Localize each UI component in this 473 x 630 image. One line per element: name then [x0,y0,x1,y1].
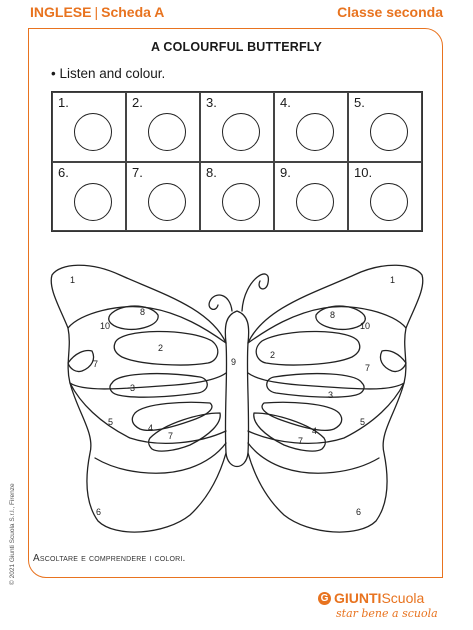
zone-label: 10 [100,321,111,331]
zone-label: 3 [130,383,136,393]
copyright-text: © 2021 Giunti Scuola S.r.l., Firenze [9,483,16,585]
grid-cell [200,92,274,162]
cell-number: 4. [280,95,291,110]
zone-label: 7 [298,436,304,446]
zone-label: 10 [360,321,371,331]
cell-number: 10. [354,164,373,180]
zone-label: 7 [365,363,371,373]
zone-label: 4 [148,423,154,433]
cell-number: 9. [280,164,291,180]
right-zone-7a [380,351,406,372]
cell-number: 8. [206,164,217,180]
zone-label: 8 [140,307,146,317]
grid-cell [52,92,126,162]
cell-number: 5. [354,95,365,110]
left-antenna [209,295,232,311]
colour-circle[interactable] [296,183,334,221]
logo-wordmark [318,590,438,606]
zone-label: 4 [312,426,318,436]
grid-cell [126,162,200,232]
left-zone-4 [132,402,212,430]
butterfly-body [225,311,248,467]
zone-label: 9 [231,357,237,367]
cell-number: 1. [58,95,69,110]
grid-cell [126,92,200,162]
instruction-text: • Listen and colour. [51,66,166,81]
left-zone-7b [149,413,221,451]
zone-label: 1 [70,275,76,285]
zone-label: 7 [93,359,99,369]
header-separator: | [94,4,99,20]
cell-number: 3. [206,95,217,110]
grid-cell [274,162,348,232]
cell-number: 7. [132,164,143,180]
left-zone-6-line [95,443,226,473]
grid-cell [52,162,126,232]
right-zone-6-line [248,443,379,473]
left-lower-wing [70,383,226,532]
right-zone-8 [316,306,365,329]
grid-cell [200,162,274,232]
zone-label: 8 [330,310,336,320]
colour-circle[interactable] [222,113,260,151]
left-zone-7a [68,351,94,372]
colour-circle[interactable] [148,183,186,221]
logo-brand-2: Scuola [381,590,425,606]
grid-cell [348,162,422,232]
zone-label: 3 [328,390,334,400]
colour-circle[interactable] [148,113,186,151]
left-zone-3 [110,374,207,398]
zone-label: 2 [158,343,164,353]
cell-number: 2. [132,95,143,110]
logo-tagline: star bene a scuola [336,607,438,620]
publisher-logo [318,590,438,620]
zone-label: 5 [360,417,366,427]
colour-key-grid [51,91,423,232]
left-zone-8 [109,306,158,329]
left-zone-2 [114,331,218,365]
subject-label: INGLESE [30,4,92,20]
grid-cell [274,92,348,162]
colour-circle[interactable] [222,183,260,221]
zone-label: 6 [356,507,362,517]
colour-circle[interactable] [296,113,334,151]
logo-mark-icon: G [318,592,331,605]
page-title: A COLOURFUL BUTTERFLY [150,40,323,54]
butterfly-drawing[interactable] [40,253,440,543]
colour-circle[interactable] [370,113,408,151]
right-zone-3 [267,374,364,398]
right-lower-wing [248,383,404,532]
colour-circle[interactable] [74,113,112,151]
right-antenna [242,274,268,311]
sheet-label: Scheda A [101,4,165,20]
zone-label: 6 [96,507,102,517]
logo-brand: GIUNTI [334,590,382,606]
zone-label: 5 [108,417,114,427]
grid-cell [348,92,422,162]
header-left [30,4,164,20]
colour-circle[interactable] [370,183,408,221]
zone-label: 7 [168,431,174,441]
cell-number: 6. [58,164,69,180]
caption-text: Ascoltare e comprendere i colori. [33,553,186,564]
zone-label: 1 [390,275,396,285]
right-zone-4 [262,402,342,430]
grade-label: Classe seconda [337,4,443,20]
colour-circle[interactable] [74,183,112,221]
zone-label: 2 [270,350,276,360]
